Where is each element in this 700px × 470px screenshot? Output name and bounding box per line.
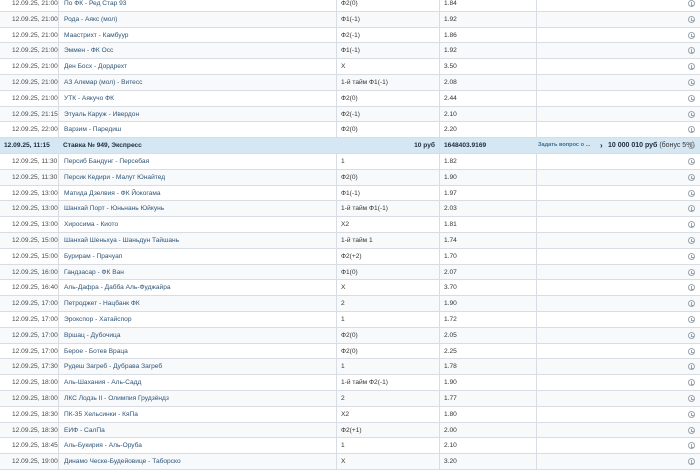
event-name: Маастрихт - Камбуур [58,28,336,43]
bet-odds: 1.77 [439,391,536,406]
extra-cell [536,154,686,169]
bet-outcome: 2 [336,296,439,311]
bet-odds: 1.80 [439,407,536,422]
clock-icon[interactable] [688,363,695,370]
event-name: Вршац - Дубочица [58,328,336,343]
event-name: Берое - Ботев Враца [58,344,336,359]
clock-icon[interactable] [688,174,695,181]
bet-odds: 1.92 [439,12,536,27]
event-name: УТК - Аякучо ФК [58,91,336,106]
bet-date: 12.09.25, 11:15 [4,142,50,150]
bet-outcome: Ф2(0) [336,328,439,343]
bet-outcome: Ф2(-1) [336,28,439,43]
status-cell [686,43,700,58]
status-cell [686,201,700,216]
bet-odds: 1.90 [439,296,536,311]
event-datetime: 12.09.25, 21:00 [12,78,58,86]
status-cell [686,296,700,311]
bet-row [0,328,700,344]
bet-outcome: X2 [336,407,439,422]
extra-cell [536,59,686,74]
event-datetime: 12.09.25, 13:00 [12,221,58,229]
bet-outcome: 1-й тайм Ф1(-1) [336,75,439,90]
clock-icon[interactable] [688,332,695,339]
status-cell [686,186,700,201]
bet-odds: 1.81 [439,217,536,232]
extra-cell [536,312,686,327]
bet-outcome: 1-й тайм 1 [336,233,439,248]
bet-outcome: 1 [336,359,439,374]
clock-icon[interactable] [688,142,695,149]
event-datetime: 12.09.25, 11:30 [12,173,58,181]
bet-odds: 2.10 [439,438,536,453]
event-datetime: 12.09.25, 21:00 [12,0,58,7]
bet-row [0,217,700,233]
status-cell [686,138,700,153]
bet-row [0,154,700,170]
extra-cell [536,438,686,453]
event-name: Петроджет - Нацбанк ФК [58,296,336,311]
bet-stake: 10 руб [414,142,435,150]
event-name: Этуаль Каруж - Ивердон [58,107,336,122]
payout-amount: 10 000 010 руб [608,142,658,150]
event-datetime: 12.09.25, 17:00 [12,300,58,308]
bet-row [0,249,700,265]
chevron-right-icon[interactable]: › [600,141,603,151]
bet-odds: 1.90 [439,170,536,185]
bet-row [0,233,700,249]
status-cell [686,28,700,43]
bet-odds: 1.92 [439,43,536,58]
extra-cell [536,0,686,11]
clock-icon[interactable] [688,158,695,165]
bet-odds: 1.78 [439,359,536,374]
status-cell [686,328,700,343]
ask-question-link[interactable]: Задать вопрос о ... [538,142,591,149]
event-name: Рудеш Загреб - Дубрава Загреб [58,359,336,374]
event-datetime: 12.09.25, 18:00 [12,379,58,387]
bet-title: Ставка № 949, Экспресс [63,142,142,150]
event-name: Аль-Шахания - Аль-Садд [58,375,336,390]
extra-cell [536,454,686,469]
bet-row [0,201,700,217]
clock-icon[interactable] [688,205,695,212]
bet-odds: 1.84 [439,0,536,11]
status-cell [686,75,700,90]
status-cell [686,249,700,264]
event-name: Варзим - Паредиш [58,122,336,137]
event-datetime: 12.09.25, 17:30 [12,363,58,371]
bet-row [0,312,700,328]
status-cell [686,154,700,169]
event-datetime: 12.09.25, 16:00 [12,268,58,276]
bet-row [0,170,700,186]
status-cell [686,375,700,390]
bet-odds: 1.74 [439,233,536,248]
bet-outcome: Ф1(-1) [336,43,439,58]
event-datetime: 12.09.25, 17:00 [12,315,58,323]
bet-odds: 1.82 [439,154,536,169]
event-datetime: 12.09.25, 18:45 [12,442,58,450]
bet-row [0,391,700,407]
bet-outcome: Ф2(+1) [336,423,439,438]
extra-cell [536,249,686,264]
status-cell [686,233,700,248]
event-datetime: 12.09.25, 16:40 [12,284,58,292]
extra-cell [536,122,686,137]
event-datetime: 12.09.25, 19:00 [12,458,58,466]
status-cell [686,423,700,438]
event-datetime: 12.09.25, 17:00 [12,331,58,339]
bet-row [0,186,700,202]
potential-payout [608,138,695,153]
extra-cell [536,107,686,122]
bet-odds: 1.90 [439,375,536,390]
extra-cell [536,43,686,58]
bet-odds: 1.86 [439,28,536,43]
status-cell [686,438,700,453]
bet-outcome: Ф1(-1) [336,186,439,201]
bet-outcome: 1-й тайм Ф2(-1) [336,375,439,390]
bet-odds: 3.50 [439,59,536,74]
clock-icon[interactable] [688,269,695,276]
event-datetime: 12.09.25, 13:00 [12,205,58,213]
bet-row [0,91,700,107]
bet-row [0,438,700,454]
bet-row [0,454,700,470]
event-datetime: 12.09.25, 21:00 [12,63,58,71]
clock-icon[interactable] [688,348,695,355]
bet-row [0,265,700,281]
event-datetime: 12.09.25, 21:15 [12,110,58,118]
status-cell [686,0,700,11]
bet-row [0,296,700,312]
event-name: Ден Босх - Дордрехт [58,59,336,74]
event-name: ЛКС Лодзь II - Олимпия Грудзёндз [58,391,336,406]
bet-row [0,43,700,59]
event-name: Рода - Аякс (мол) [58,12,336,27]
clock-icon[interactable] [688,253,695,260]
bet-odds: 1.72 [439,312,536,327]
event-name: Персиб Бандунг - Персебая [58,154,336,169]
event-datetime: 12.09.25, 21:00 [12,15,58,23]
extra-cell [536,201,686,216]
clock-icon[interactable] [688,395,695,402]
event-name: Хиросима - Киото [58,217,336,232]
extra-cell [536,423,686,438]
status-cell [686,12,700,27]
total-odds: 1648403.9169 [439,138,536,153]
bet-odds: 1.97 [439,186,536,201]
extra-cell [536,296,686,311]
clock-icon[interactable] [688,427,695,434]
bet-odds: 3.20 [439,454,536,469]
clock-icon[interactable] [688,126,695,133]
extra-cell [536,28,686,43]
bet-odds: 3.70 [439,280,536,295]
clock-icon[interactable] [688,316,695,323]
event-datetime: 12.09.25, 17:00 [12,347,58,355]
clock-icon[interactable] [688,190,695,197]
event-name: Бурирам - Прачуап [58,249,336,264]
event-datetime: 12.09.25, 22:00 [12,126,58,134]
extra-cell [536,328,686,343]
extra-cell [536,280,686,295]
bet-outcome: Ф2(0) [336,122,439,137]
clock-icon[interactable] [688,95,695,102]
status-cell [686,265,700,280]
extra-cell [536,375,686,390]
bet-outcome: Ф2(+2) [336,249,439,264]
event-datetime: 12.09.25, 21:00 [12,31,58,39]
event-name: ЕИФ - СалПа [58,423,336,438]
bet-outcome: Ф1(-1) [336,12,439,27]
clock-icon[interactable] [688,63,695,70]
event-datetime: 12.09.25, 18:00 [12,394,58,402]
bet-outcome: 1 [336,438,439,453]
bet-outcome: Ф2(0) [336,170,439,185]
event-name: Аль-Букирия - Аль-Оруба [58,438,336,453]
event-name: Динамо Ческе-Будейовице - Таборско [58,454,336,469]
event-name: Гандзасар - ФК Ван [58,265,336,280]
event-datetime: 12.09.25, 18:30 [12,426,58,434]
event-name: Матида Дзелвия - ФК Йокогама [58,186,336,201]
clock-icon[interactable] [688,0,695,7]
extra-cell [536,170,686,185]
clock-icon[interactable] [688,79,695,86]
event-name: Эрокспор - Хатайспор [58,312,336,327]
bet-actions [536,138,695,153]
clock-icon[interactable] [688,458,695,465]
bet-outcome: Ф2(0) [336,91,439,106]
extra-cell [536,75,686,90]
bet-row [0,280,700,296]
event-name: Шанхай Порт - Юньнань Юйкунь [58,201,336,216]
bet-row [0,359,700,375]
bet-outcome: 1 [336,312,439,327]
status-cell [686,91,700,106]
clock-icon[interactable] [688,32,695,39]
event-datetime: 12.09.25, 18:30 [12,410,58,418]
bet-outcome: X [336,59,439,74]
clock-icon[interactable] [688,300,695,307]
bet-row [0,28,700,44]
status-cell [686,454,700,469]
bet-outcome: X [336,454,439,469]
extra-cell [536,217,686,232]
extra-cell [536,233,686,248]
status-cell [686,122,700,137]
bet-row [0,107,700,123]
bet-row [0,75,700,91]
clock-icon[interactable] [688,284,695,291]
bet-outcome: Ф2(-1) [336,107,439,122]
extra-cell [536,186,686,201]
bet-row [0,59,700,75]
bet-outcome: Ф2(0) [336,344,439,359]
status-cell [686,107,700,122]
clock-icon[interactable] [688,47,695,54]
bet-odds: 2.08 [439,75,536,90]
status-cell [686,59,700,74]
extra-cell [536,91,686,106]
event-datetime: 12.09.25, 21:00 [12,94,58,102]
bet-outcome: 1 [336,154,439,169]
clock-icon[interactable] [688,16,695,23]
status-cell [686,407,700,422]
bet-odds: 2.05 [439,328,536,343]
clock-icon[interactable] [688,442,695,449]
bet-outcome: X [336,280,439,295]
extra-cell [536,391,686,406]
bet-row [0,375,700,391]
event-name: Эммен - ФК Осс [58,43,336,58]
event-name: Аль-Дафра - Дабба Аль-Фуджайра [58,280,336,295]
event-name: Шанхай Шеньхуа - Шаньдун Тайшань [58,233,336,248]
clock-icon[interactable] [688,411,695,418]
extra-cell [536,359,686,374]
status-cell [686,359,700,374]
bet-odds: 2.00 [439,423,536,438]
bet-summary-row [0,138,700,154]
bet-odds: 1.70 [439,249,536,264]
extra-cell [536,407,686,422]
clock-icon[interactable] [688,221,695,228]
bet-row [0,12,700,28]
clock-icon[interactable] [688,237,695,244]
status-cell [686,217,700,232]
status-cell [686,391,700,406]
status-cell [686,170,700,185]
event-name: Персик Кедири - Малут Юнайтед [58,170,336,185]
bet-row [0,122,700,138]
bet-odds: 2.07 [439,265,536,280]
event-datetime: 12.09.25, 15:00 [12,236,58,244]
bet-outcome: X2 [336,217,439,232]
bet-odds: 2.10 [439,107,536,122]
extra-cell [536,344,686,359]
status-cell [686,312,700,327]
event-name: АЗ Алкмар (мол) - Витесс [58,75,336,90]
clock-icon[interactable] [688,379,695,386]
status-cell [686,280,700,295]
extra-cell [536,12,686,27]
event-datetime: 12.09.25, 11:30 [12,157,58,165]
extra-cell [536,265,686,280]
bet-outcome: Ф1(0) [336,265,439,280]
bet-row [0,0,700,12]
clock-icon[interactable] [688,111,695,118]
bet-outcome: Ф2(0) [336,0,439,11]
bet-row [0,407,700,423]
bet-odds: 2.25 [439,344,536,359]
event-datetime: 12.09.25, 13:00 [12,189,58,197]
event-datetime: 12.09.25, 15:00 [12,252,58,260]
bet-outcome: 1-й тайм Ф1(-1) [336,201,439,216]
bet-outcome: 2 [336,391,439,406]
event-datetime: 12.09.25, 21:00 [12,47,58,55]
bet-odds: 2.44 [439,91,536,106]
bet-odds: 2.20 [439,122,536,137]
event-name: ПК-35 Хельсинки - КяПа [58,407,336,422]
bet-row [0,344,700,360]
status-cell [686,344,700,359]
bonus-label: (бонус 5%) [659,142,695,150]
bet-odds: 2.03 [439,201,536,216]
event-name: По ФК - Ред Стар 93 [58,0,336,11]
bet-row [0,423,700,439]
